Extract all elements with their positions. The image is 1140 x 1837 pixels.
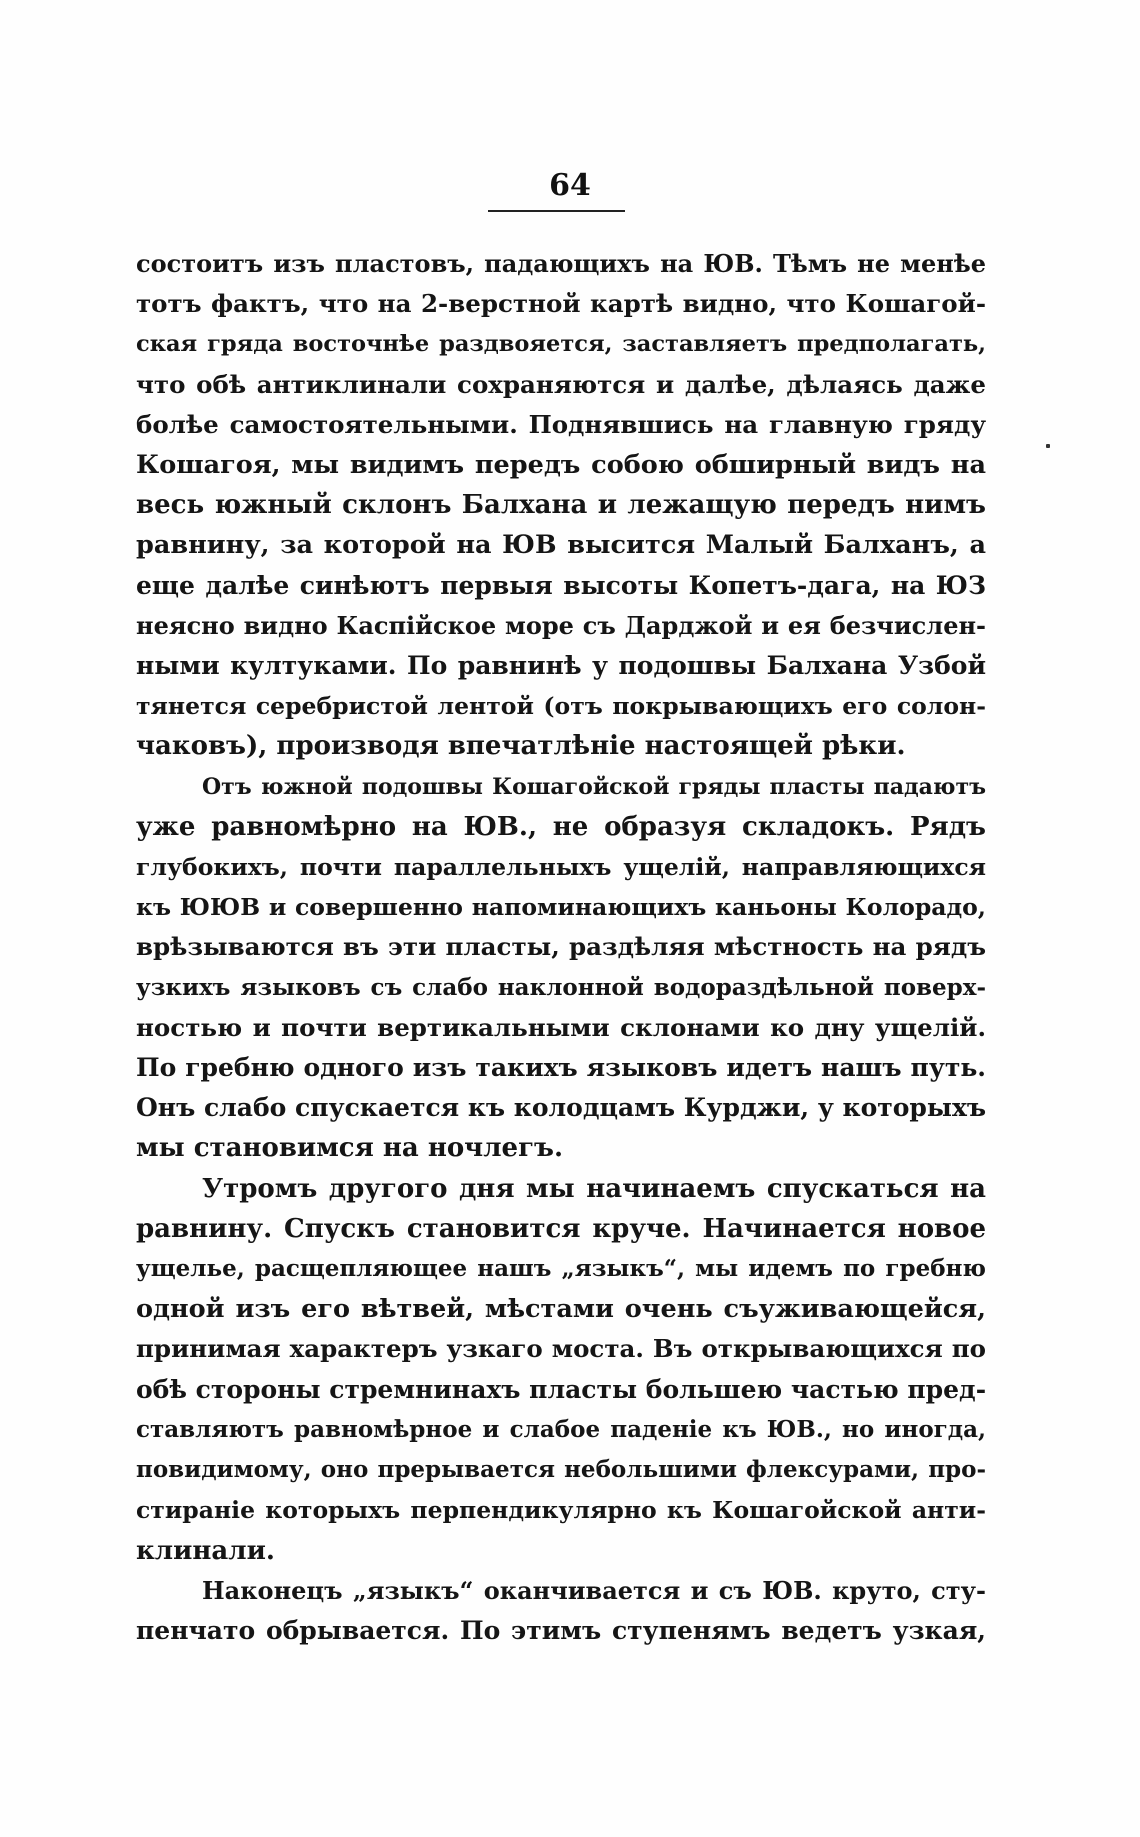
text-line: обѣ стороны стремнинахъ пласты большею частью пред- <box>136 1374 986 1404</box>
text-line: глубокихъ, почти параллельныхъ ущелій, направляющихся <box>136 853 986 882</box>
text-line: равнину, за которой на ЮВ высится Малый Балханъ, а <box>136 530 986 561</box>
text-line: равнину. Спускъ становится круче. Начинается новое <box>136 1213 986 1244</box>
text-line: чаковъ), производя впечатлѣніе настоящей рѣки. <box>136 731 906 762</box>
text-line: тотъ фактъ, что на 2-верстной картѣ видно, что Кошагой- <box>136 289 986 319</box>
page-number: 64 <box>549 168 591 203</box>
text-line: Кошагоя, мы видимъ передъ собою обширный видъ на <box>136 450 986 481</box>
text-line: повидимому, оно прерывается небольшими флексурами, про- <box>136 1456 986 1484</box>
text-line: Утромъ другого дня мы начинаемъ спускаться на <box>202 1173 986 1204</box>
text-line: одной изъ его вѣтвей, мѣстами очень съуживающейся, <box>136 1294 986 1325</box>
text-line: что обѣ антиклинали сохраняются и далѣе, дѣлаясь даже <box>136 369 986 399</box>
print-speck <box>1046 444 1050 448</box>
text-line: еще далѣе синѣютъ первыя высоты Копетъ-дага, на ЮЗ <box>136 570 986 600</box>
text-line: уже равномѣрно на ЮВ., не образуя складокъ. Рядъ <box>136 811 986 842</box>
header-rule <box>488 210 625 212</box>
text-line: тянется серебристой лентой (отъ покрывающихъ его солон- <box>136 692 986 721</box>
text-line: принимая характеръ узкаго моста. Въ открывающихся по <box>136 1334 986 1364</box>
text-line: Наконецъ „языкъ“ оканчивается и съ ЮВ. круто, сту- <box>202 1575 986 1605</box>
text-line: состоитъ изъ пластовъ, падающихъ на ЮВ. Тѣмъ не менѣе <box>136 249 986 278</box>
text-line: Онъ слабо спускается къ колодцамъ Курджи, у которыхъ <box>136 1093 986 1123</box>
text-line: клинали. <box>136 1535 275 1566</box>
text-line: ностью и почти вертикальными склонами ко дну ущелій. <box>136 1012 986 1042</box>
text-line: къ ЮЮВ и совершенно напоминающихъ каньоны Колорадо, <box>136 893 986 922</box>
text-line: ными култуками. По равнинѣ у подошвы Балхана Узбой <box>136 651 986 681</box>
paragraph <box>136 767 986 1169</box>
text-line: ущелье, расщепляющее нашъ „языкъ“, мы идемъ по гребню <box>136 1255 986 1283</box>
text-line: По гребню одного изъ такихъ языковъ идетъ нашъ путь. <box>136 1053 986 1083</box>
text-line: стираніе которыхъ перпендикулярно къ Кошагойской анти- <box>136 1496 986 1525</box>
text-line: Отъ южной подошвы Кошагойской гряды пласты падаютъ <box>202 773 986 800</box>
text-body <box>136 244 986 1651</box>
text-line: весь южный склонъ Балхана и лежащую передъ нимъ <box>136 490 986 521</box>
text-line: мы становимся на ночлегъ. <box>136 1133 564 1164</box>
paragraph <box>136 1169 986 1571</box>
text-line: болѣе самостоятельными. Поднявшись на главную гряду <box>136 409 986 439</box>
paragraph <box>136 1571 986 1651</box>
text-line: ская гряда восточнѣе раздвояется, заставляетъ предполагать, <box>136 331 986 358</box>
text-line: пенчато обрывается. По этимъ ступенямъ ведетъ узкая, <box>136 1615 986 1645</box>
text-line: неясно видно Каспійское море съ Дарджой и ея безчислен- <box>136 610 986 640</box>
paragraph <box>136 244 986 767</box>
text-line: ставляютъ равномѣрное и слабое паденіе къ ЮВ., но иногда, <box>136 1415 986 1443</box>
text-line: врѣзываются въ эти пласты, раздѣляя мѣстность на рядъ <box>136 932 986 962</box>
text-line: узкихъ языковъ съ слабо наклонной водораздѣльной поверх- <box>136 973 986 1001</box>
